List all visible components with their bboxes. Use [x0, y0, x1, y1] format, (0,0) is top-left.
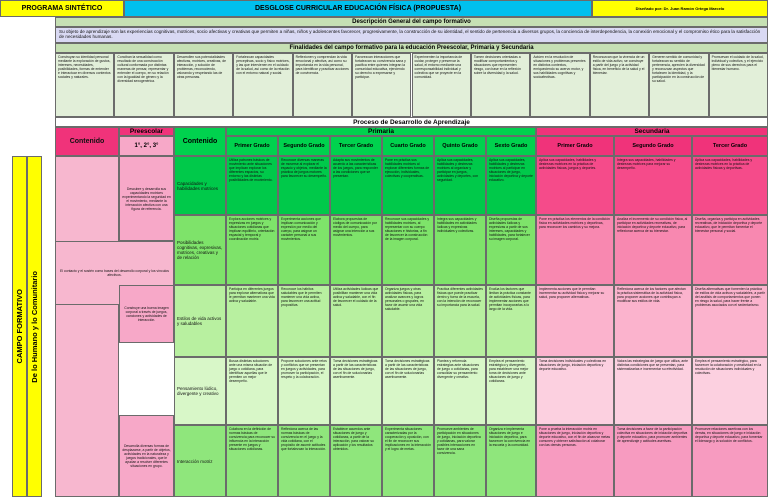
side-label-line2: De lo Humano y lo Comunitario	[30, 270, 39, 383]
description-title: Descripción General del campo formativo	[55, 17, 768, 27]
primaria-cell: Integra sus capacidades y habilidades en actividades lúdicas y expresivas individuales y colectivas.	[434, 215, 486, 285]
primaria-cell: Evalúa los factores que limitan la práctica constante de actividades físicas, para implementar acciones que permitan incorporarlas a lo largo de la vida.	[486, 285, 536, 357]
finalidades-title: Finalidades del campo formativo para la educación Preescolar, Primaria y Secundaria	[55, 43, 768, 53]
primaria-cell: Adapta sus movimientos de acuerdo a las características de los juegos, para responder a las condiciones que se presentan.	[330, 156, 382, 215]
secundaria-cell: Diseña alternativas que fomenten la práctica de estilos de vida activos y saludables, a partir del análisis de comportamientos que ponen en riesgo la salud, para hacer frente a problemas asociados con el sedentarismo.	[692, 285, 768, 357]
grade-header: Segundo Grado	[614, 136, 692, 156]
primaria-cell: Colabora en la definición de normas básicas de convivencia para reconocer su influencia en la interacción presente en juegos y situaciones cotidianas.	[226, 425, 278, 497]
primaria-cell: Promueve ambientes de participación en situaciones de juego, iniciación deportiva y cotidianas, para valorar posibles interacciones en favor de una sana convivencia.	[434, 425, 486, 497]
preescolar-cell-3: Construye una buena imagen corporal a través de juegos, canciones y actividades de interacción.	[119, 285, 174, 343]
finalidades-row	[55, 53, 768, 117]
preescolar-cell-4: Desarrolla diversas formas de desplazarse, a partir de objetos, actividades en la naturaleza y juegos tradicionales, que le ayudan a resolver diferentes situaciones en grupo.	[119, 415, 174, 497]
primaria-cell: Elabora propuestas de códigos de comunicación por medio del cuerpo, para asignar una intención a sus movimientos.	[330, 215, 382, 285]
primaria-cell: Reconoce diversas maneras de moverse al explorar el espacio y objetos, mediante la práctica de juegos motores para favorecer su desempeño.	[278, 156, 330, 215]
secundaria-cell: Implementa acciones que le permitan incrementar su actividad física y mejorar su salud, para proponer alternativas.	[536, 285, 614, 357]
secundaria-cell: Aplica sus capacidades, habilidades y destrezas motrices en la práctica de actividades físicas y deportivas.	[692, 156, 768, 215]
finalidad-item: Experimenten la importancia de cuidar, proteger y preservar la salud, el entorno mediante una corresponsabilidad individual y colectiva que se proyecte en la comunidad.	[412, 53, 471, 117]
contenido-header-left: Contenido	[55, 127, 119, 156]
finalidad-item: Fortalezcan capacidades perceptivas, socio y físico motrices, y las que intervienen en el cuidado de la salud, así como de la relación con el entorno natural y social.	[233, 53, 292, 117]
finalidad-item: Generen sentido de comunidad y fortalezcan su sentido de pertenencia, aprecien la diversidad y reconozcan aspectos que fortalecen la identidad, y la participación en la construcción de su salud.	[649, 53, 708, 117]
primaria-cell: Organiza juegos y otras actividades físicas, para analizar avances y logros personales o grupales, en favor de asumir una vida saludable.	[382, 285, 434, 357]
grade-header: Cuarto Grado	[382, 136, 434, 156]
process-title: Proceso de Desarrollo de Aprendizaje	[55, 117, 768, 127]
grade-header: Primer Grado	[226, 136, 278, 156]
secundaria-cell: Aplica sus capacidades, habilidades y destrezas motrices en la práctica de actividades físicas, juegos y deportes.	[536, 156, 614, 215]
finalidad-item: Reconozcan que la vivencia de un estilo de vida activo, se construye a partir del juego y la actividad física, en beneficio de la salud y el bienestar.	[590, 53, 649, 117]
secundaria-cell: Toma decisiones a favor de la participación colectiva en situaciones de iniciación deportiva y deporte educativo, para promover ambientes de aprendizaje y actitudes asertivas.	[614, 425, 692, 497]
primaria-cell: Toma decisiones estratégicas a partir de las características de las situaciones de juego, con el fin de solucionarlas asertivamente.	[330, 357, 382, 425]
primaria-cell: Diseña propuestas de actividades lúdicas y expresivas a partir de sus intereses, capacidades y habilidades, para fortalecer su imagen corporal.	[486, 215, 536, 285]
preescolar-header: Preescolar	[119, 127, 174, 136]
primaria-cell: Plantea y reformula estrategias ante situaciones de juego o cotidianas, para consolidar su pensamiento divergente y creativo.	[434, 357, 486, 425]
row-content-label: Posibilidades cognitivas, expresivas, motrices, creativas y de relación	[174, 215, 226, 285]
row-content-label: Capacidades y habilidades motrices	[174, 156, 226, 215]
grade-header: Primer Grado	[536, 136, 614, 156]
secundaria-header: Secundaria	[536, 127, 768, 136]
finalidad-item: Conciban la sexualidad como resultado de una construcción cultural conformada por distintas maneras de pensar, representar y entender el cuerpo, en su relación con la igualdad de género y la diversidad sexogenérica.	[114, 53, 173, 117]
grade-header: Tercer Grado	[692, 136, 768, 156]
primaria-cell: Explora acciones motrices y expresivas en juegos y situaciones cotidianas que implican equilibrio, orientación espacial y temporal y coordinación motriz.	[226, 215, 278, 285]
grade-header: Sexto Grado	[486, 136, 536, 156]
primaria-cell: Organiza e implementa situaciones de juego e iniciación deportiva, para favorecer la convivencia en la escuela y la comunidad.	[486, 425, 536, 497]
primaria-cell: Experimenta acciones que implican comunicación y expresión por medio del cuerpo, para asignar un carácter personal a sus movimientos.	[278, 215, 330, 285]
finalidad-item: Desarrollen sus potencialidades afectivas, motrices, creativas, de interacción, y solución de problemas, reconociendo, valorando y respetando las de otras personas.	[174, 53, 233, 117]
primaria-cell: Toma decisiones estratégicas a partir de las características de las situaciones de juego, con el fin de solucionarlas asertivamente.	[382, 357, 434, 425]
primaria-cell: Reconoce sus capacidades y habilidades motrices, al representar con su cuerpo situaciones e historias, a fin de favorecer la construcción de la imagen corporal.	[382, 215, 434, 285]
side-label-line1: CAMPO FORMATIVO	[15, 289, 24, 364]
secundaria-cell: Integra sus capacidades, habilidades y destrezas motrices para mejorar su desempeño.	[614, 156, 692, 215]
finalidad-item: Actúen en la resolución de situaciones y problemas presentes en distintos contextos, enriqueciendo su acervo motor, y sus habilidades cognitivas y socioafectivas.	[530, 53, 589, 117]
author-label: Diseñado por: Dr. Juan Ramón Ortega Marcelo	[592, 0, 768, 17]
preescolar-grades: 1°, 2°, 3°	[119, 136, 174, 156]
preescolar-cell-2: El contacto y el sostén como bases del desarrollo corporal y los vínculos afectivos.	[55, 241, 174, 305]
primaria-cell: Aplica sus capacidades, habilidades y destrezas motrices al organizar y participar en juegos, actividades y deportes, con seguridad.	[434, 156, 486, 215]
secundaria-cell: Promueve relaciones asertivas con los demás, en situaciones de juego e iniciación deportiva y deporte educativo, para fomentar el liderazgo y la solución de conflictos.	[692, 425, 768, 497]
grade-header: Tercer Grado	[330, 136, 382, 156]
finalidad-item: Favorezcan interacciones que fortalezcan su convivencia sana y pacífica entre quienes integran la comunidad educativa, ejerciendo su derecho a expresarse y participar.	[352, 53, 411, 117]
preescolar-contenido-column	[55, 156, 119, 497]
secundaria-cell: Valora las estrategias de juego que utiliza, ante distintas condiciones que se presentan, para sistematizarlas e incrementar su efectividad.	[614, 357, 692, 425]
finalidad-item: Reflexionen y comprendan la vida emocional y afectiva, así como su importancia en la vida personal, para identificar y practicar acciones de convivencia.	[293, 53, 352, 117]
primaria-cell: Practica diferentes actividades físicas que puede practicar dentro y fuera de la escuela, con la intención de reconocer su importancia para la salud.	[434, 285, 486, 357]
primaria-cell: Pone en práctica sus habilidades motrices al explorar diferentes formas de ejecución, individuales, colectivas y cooperativas.	[382, 156, 434, 215]
secundaria-cell: Emplea el pensamiento estratégico, para favorecer la colaboración y creatividad en la resolución de situaciones individuales y colectivas.	[692, 357, 768, 425]
row-content-label: Estilos de vida activos y saludables	[174, 285, 226, 357]
program-label: PROGRAMA SINTÉTICO	[0, 0, 124, 17]
preescolar-cell-1: Descubre y desarrolla sus capacidades motrices experimentando la seguridad en el movimiento, mediante la interacción afectiva con una figura de referencia.	[119, 156, 174, 241]
grade-header: Segundo Grado	[278, 136, 330, 156]
secundaria-cell: Diseña, organiza y participa en actividades recreativas, de iniciación deportiva y deporte educativo, que le permitan fomentar el bienestar personal y social.	[692, 215, 768, 285]
row-content-label: Interacción motriz	[174, 425, 226, 497]
primaria-cell: Reconoce los hábitos saludables que le permiten mantener una vida activa, para favorecer una actitud propositiva.	[278, 285, 330, 357]
primaria-cell: Experimenta situaciones caracterizadas por la cooperación y oposición, con el fin de reconocer sus implicaciones en la interacción y el logro de metas.	[382, 425, 434, 497]
contenido-header-right: Contenido	[174, 127, 226, 156]
primaria-cell: Aplica sus capacidades, habilidades y destrezas motrices al participar en situaciones de juego, iniciación deportiva y deporte educativo.	[486, 156, 536, 215]
primaria-cell: Participa en diferentes juegos para explorar alternativas que le permitan mantener una vida activa y saludable.	[226, 285, 278, 357]
primaria-cell: Utiliza actividades lúdicas que posibilitan mantener una vida activa y saludable, con el fin de favorecer el cuidado de la salud.	[330, 285, 382, 357]
content-grid	[174, 156, 768, 497]
primaria-cell: Establece acuerdos ante situaciones de juego y cotidianas, a partir de la interacción, para valorar su aplicación y los resultados obtenidos.	[330, 425, 382, 497]
secundaria-cell: Pone en práctica los elementos de la condición física en actividades motrices y deportivas, para reconocer los cambios y su mejora.	[536, 215, 614, 285]
side-label-line1-box	[12, 156, 27, 497]
description-text: Su objeto de aprendizaje son las experiencias cognitivas, motrices, socio afectivas y creativas que permiten a niñas, niños y adolescentes favorecer, progresivamente, la construcción de su identidad, el sentido de pertenencia a diversos grupos, la conciencia de interdependencia, la conexión emocional y el compromiso ético para la satisfacción de necesidades humanas.	[55, 27, 768, 43]
primaria-cell: Propone soluciones ante retos y conflictos que se presentan en juegos y actividades, para promover la participación, el respeto y la colaboración.	[278, 357, 330, 425]
row-content-label: Pensamiento lúdico, divergente y creativo	[174, 357, 226, 425]
primaria-header: Primaria	[226, 127, 536, 136]
grade-header-row	[226, 136, 768, 156]
secundaria-cell: Toma decisiones individuales y colectivas en situaciones de juego, iniciación deportiva y deporte educativo.	[536, 357, 614, 425]
side-label-line2-box	[27, 156, 42, 497]
primaria-cell: Emplea el pensamiento estratégico y divergente, para establecer una mejor toma de decisiones ante situaciones de juego y cotidianas.	[486, 357, 536, 425]
finalidad-item: Promuevan el cuidado de la salud, individual y colectiva, y el ejercicio pleno de sus derechos para el bienestar humano.	[709, 53, 768, 117]
primaria-cell: Busca distintas soluciones ante una misma situación de juego o cotidiana, para identificar aquellas que le permiten un mejor desempeño.	[226, 357, 278, 425]
secundaria-cell: Pone a prueba la interacción motriz en situaciones de juego, iniciación deportiva y deporte educativo, con el fin de alcanzar metas comunes y obtener satisfacción al colaborar con las demás personas.	[536, 425, 614, 497]
side-label-panel	[0, 156, 55, 497]
finalidad-item: Tomen decisiones orientadas a modificar comportamientos y situaciones que representen riesgo, con base en la reflexión sobre la diversidad y la salud.	[471, 53, 530, 117]
secundaria-cell: Reflexiona acerca de los factores que afectan la práctica sistemática de la actividad física, para proponer acciones que contribuyan a modificar sus estilos de vida.	[614, 285, 692, 357]
page-title: DESGLOSE CURRICULAR EDUCACIÓN FÍSICA (PROPUESTA)	[124, 0, 592, 17]
primaria-cell: Reflexiona acerca de las normas básicas de convivencia en el juego y la vida cotidiana, con el propósito de asumir actitudes que fortalezcan la interacción.	[278, 425, 330, 497]
grade-header: Quinto Grado	[434, 136, 486, 156]
primaria-cell: Utiliza patrones básicos de movimiento ante situaciones que implican explorar los diferentes espacios, su entorno y las distintas posibilidades de movimiento.	[226, 156, 278, 215]
finalidad-item: Construyan su identidad personal mediante la exploración de gustos, intereses, necesidades, posibilidades, formas de entender e interactuar en diversos contextos sociales y naturales.	[55, 53, 114, 117]
secundaria-cell: Analiza el incremento de su condición física, al participar en actividades recreativas, de iniciación deportiva y deporte educativo, para reflexionar acerca de su bienestar.	[614, 215, 692, 285]
